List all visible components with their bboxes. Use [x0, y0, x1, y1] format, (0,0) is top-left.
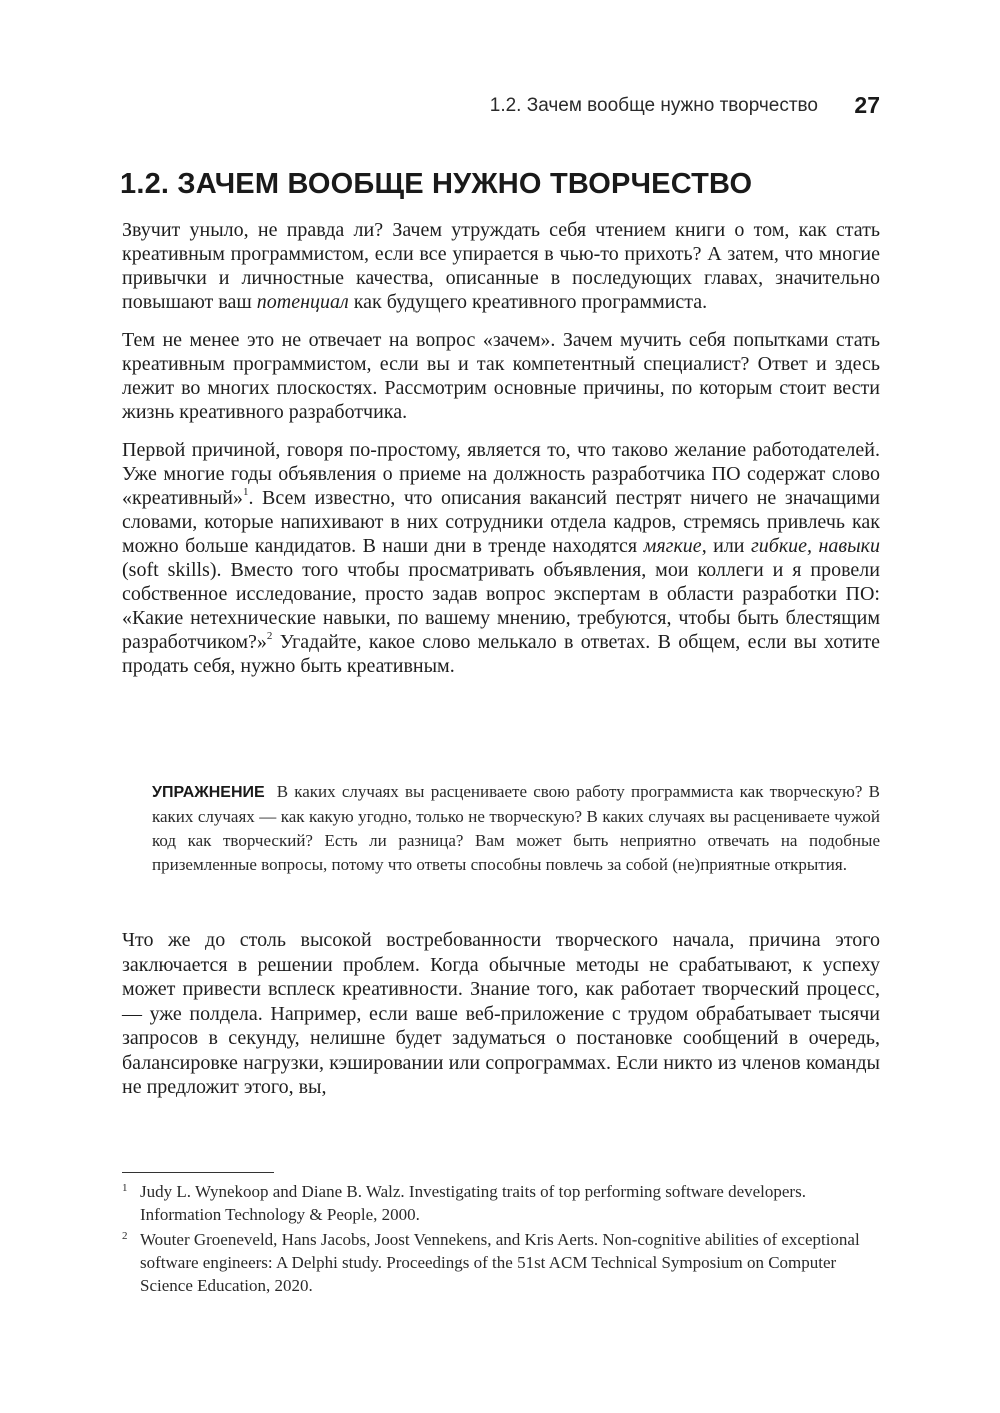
footnote-number: 2 — [122, 1230, 128, 1242]
exercise-box — [152, 780, 880, 877]
footnote-number: 1 — [122, 1182, 128, 1194]
paragraph-1 — [122, 218, 880, 314]
paragraph-3-text-d: (soft skills). Вместо того чтобы просматривать объявления, мои коллеги и я провели собственное исследование, просто задав вопрос экспертам в области разработки ПО: «Какие нетехнические навыки, по вашему мнению, требуются, чтобы быть блестящим разработчиком?» — [122, 559, 880, 653]
paragraph-3-text-c: , или — [701, 535, 751, 557]
footnote-ref-1[interactable]: 1 — [242, 486, 249, 499]
exercise-label: УПРАЖНЕНИЕ — [152, 784, 265, 801]
paragraph-3 — [122, 438, 880, 678]
paragraph-3-text-a: Первой причиной, говоря по-простому, является то, что таково желание работодателей. Уже многие годы объявления о приеме на должность разработчика ПО содержат слово «креативный» — [122, 439, 880, 509]
running-title: 1.2. Зачем вообще нужно творчество — [489, 95, 818, 116]
section-heading: 1.2. ЗАЧЕМ ВООБЩЕ НУЖНО ТВОРЧЕСТВО — [120, 168, 753, 200]
body-text — [122, 218, 880, 678]
emphasis-flexible-skills: гибкие, навыки — [750, 535, 880, 557]
exercise-text: В каких случаях вы расцениваете свою работу программиста как творческую? В каких случаях — как какую угодно, только не творческую? В каких случаях вы расцениваете чужой код как творческий? Есть ли разница? Вам может быть неприятно отвечать на подобные приземленные вопросы, потому что ответы способны повлечь за собой (не)приятные открытия. — [152, 782, 880, 874]
emphasis-soft: мягкие — [643, 535, 702, 557]
footnote-1 — [122, 1180, 880, 1226]
paragraph-4: Что же до столь высокой востребованности творческого начала, причина этого заключается в решении проблем. Когда обычные методы не срабатывают, к успеху может привести всплеск креативности. Знание того, как работает творческий процесс, — уже полдела. Например, если ваше веб-приложение с трудом обрабатывает тысячи запросов в секунду, нелишне будет задуматься о постановке сообщений в очередь, балансировке нагрузки, кэшировании или сопрограммах. Если никто из членов команды не предложит этого, вы, — [122, 929, 880, 1098]
paragraph-3-text-b: . Всем известно, что описания вакансий пестрят ничего не значащими словами, которые напихивают в них сотрудники отдела кадров, стремясь привлечь как можно больше кандидатов. В наши дни в тренде находятся — [122, 487, 880, 557]
footnote-text: Wouter Groeneveld, Hans Jacobs, Joost Vennekens, and Kris Aerts. Non-cognitive abilities of exceptional software engineers: A Delphi study. Proceedings of the 51st ACM Technical Symposium on Computer Science Education, 2020. — [140, 1230, 860, 1295]
footnote-ref-2[interactable]: 2 — [266, 630, 273, 643]
footnote-text: Judy L. Wynekoop and Diane B. Walz. Investigating traits of top performing software developers. Information Technology & People, 2000. — [140, 1182, 806, 1224]
paragraph-1-text-a: Звучит уныло, не правда ли? Зачем утруждать себя чтением книги о том, как стать креативным программистом, если все упирается в чью-то прихоть? А затем, что многие привычки и личностные качества, описанные в последующих главах, значительно повышают ваш — [122, 219, 880, 313]
page-number: 27 — [854, 92, 880, 118]
footnotes — [122, 1180, 880, 1299]
paragraph-1-text-b: как будущего креативного программиста. — [348, 291, 708, 313]
paragraph-2: Тем не менее это не отвечает на вопрос «зачем». Зачем мучить себя попытками стать креативным программистом, если вы и так компетентный специалист? Ответ и здесь лежит во многих плоскостях. Рассмотрим основные причины, по которым стоит вести жизнь креативного разработчика. — [122, 329, 880, 423]
emphasis-potential: потенциал — [256, 291, 349, 313]
paragraph-3-text-e: Угадайте, какое слово мелькало в ответах. В общем, если вы хотите продать себя, нужно быть креативным. — [122, 631, 880, 677]
footnote-divider — [122, 1172, 274, 1173]
footnote-2 — [122, 1228, 880, 1297]
running-header — [122, 94, 880, 120]
